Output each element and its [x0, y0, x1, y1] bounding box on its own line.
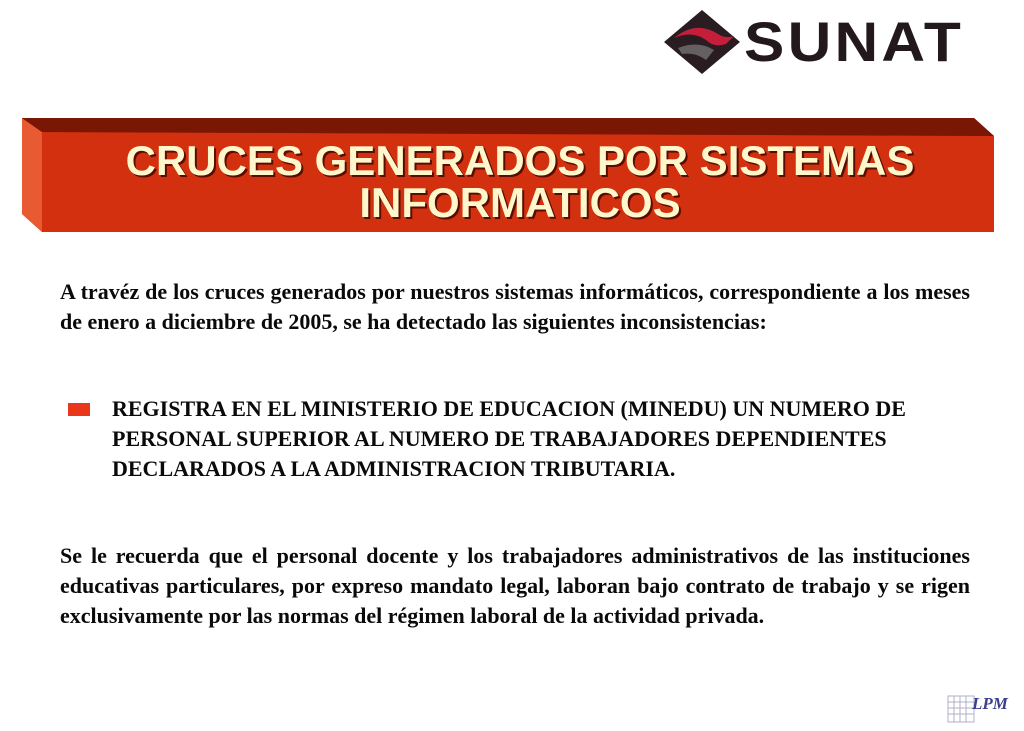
- footer-logo-text: LPM: [972, 694, 1008, 713]
- intro-paragraph: A travéz de los cruces generados por nuestros sistemas informáticos, correspondiente a los meses de enero a diciembre de 2005, se ha detectado las siguientes inconsistencias:: [60, 279, 970, 334]
- bullet-icon: [68, 403, 90, 416]
- title-banner: [22, 118, 994, 232]
- closing-paragraph: Se le recuerda que el personal docente y los trabajadores administrativos de las instituciones educativas particulares, por expreso mandato legal, laboran bajo contrato de trabajo y se rigen exclusivamente por las normas del régimen laboral de la actividad privada.: [60, 543, 970, 628]
- logo-wordmark: SUNAT: [744, 10, 965, 73]
- footer-logo: [946, 692, 1014, 726]
- sunat-logo: [662, 8, 998, 78]
- bullet-item: REGISTRA EN EL MINISTERIO DE EDUCACION (MINEDU) UN NUMERO DE PERSONAL SUPERIOR AL NUMERO DE TRABAJADORES DEPENDIENTES DECLARADOS A LA ADMINISTRACION TRIBUTARIA.: [112, 396, 906, 481]
- title-line-1: CRUCES GENERADOS POR SISTEMAS: [125, 137, 915, 184]
- sunat-diamond-icon: [662, 8, 742, 78]
- title-line-2: INFORMATICOS: [359, 179, 681, 226]
- page-title: [52, 137, 988, 226]
